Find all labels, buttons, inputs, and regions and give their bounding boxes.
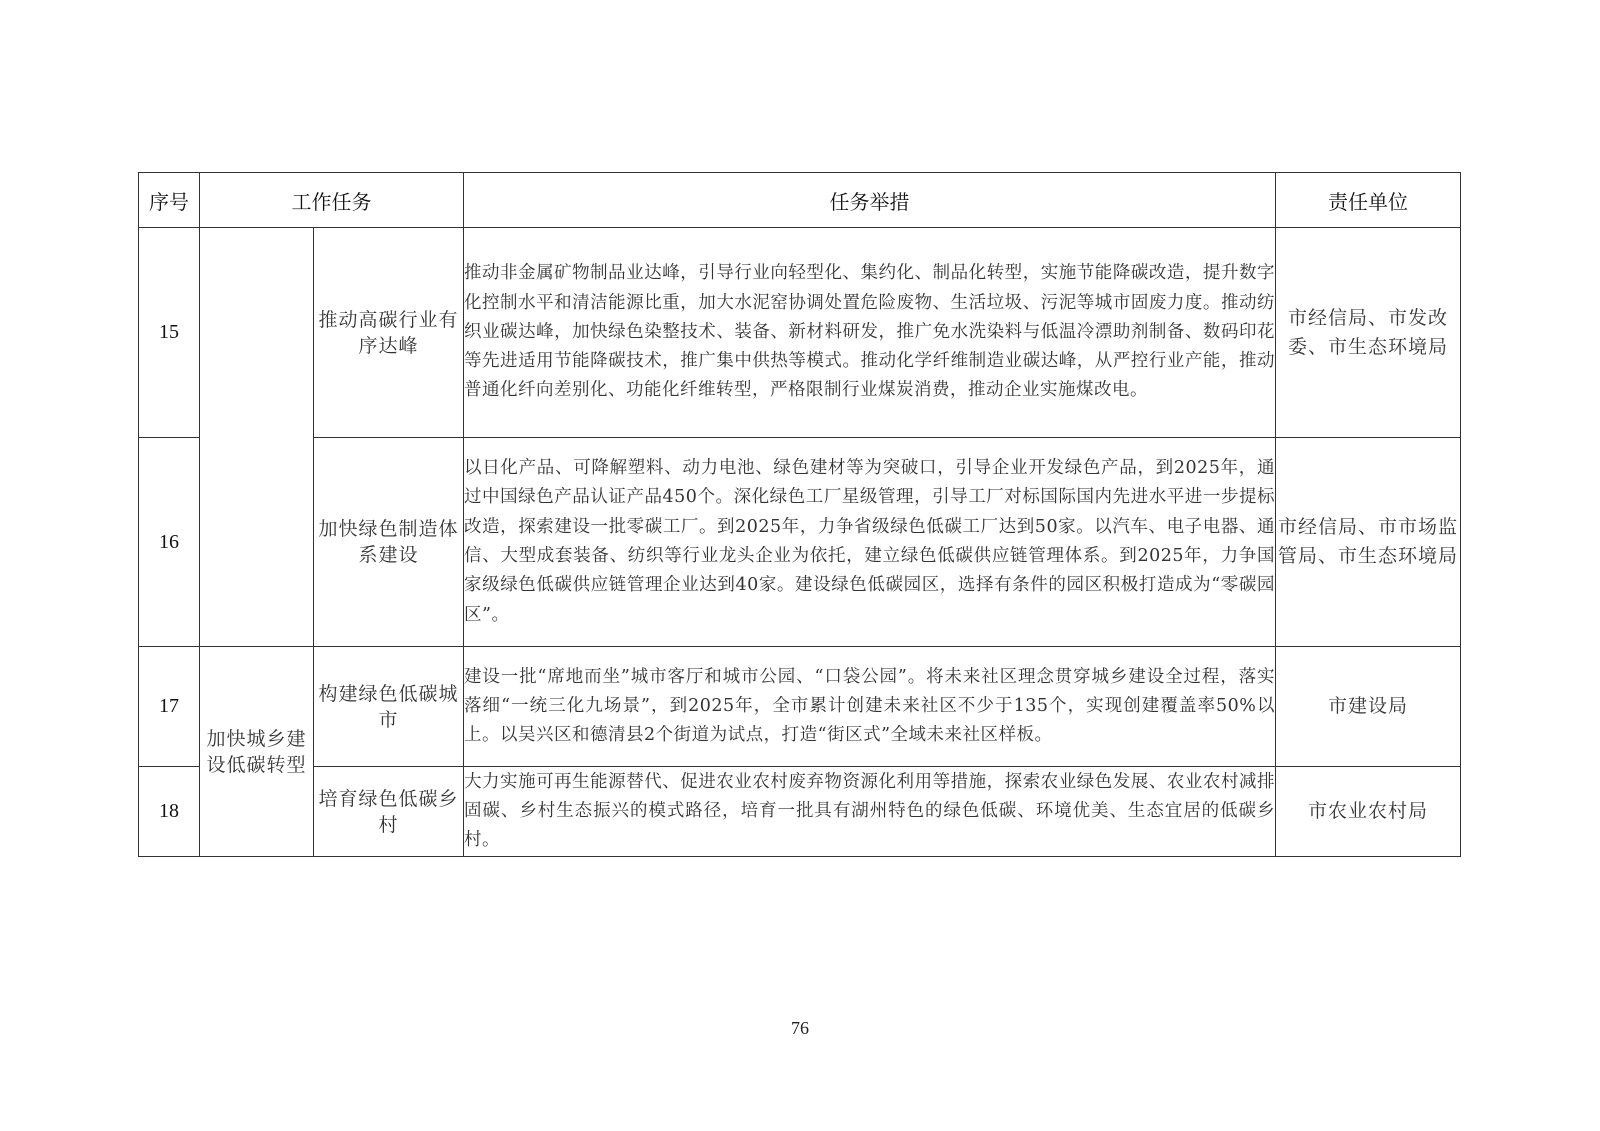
category-cell-upper xyxy=(200,228,314,647)
header-unit: 责任单位 xyxy=(1276,173,1461,228)
row-measures: 大力实施可再生能源替代、促进农业农村废弃物资源化利用等措施，探索农业绿色发展、农业农村减排固碳、乡村生态振兴的模式路径，培育一批具有湖州特色的绿色低碳、环境优美、生态宜居的低碳乡村。 xyxy=(464,767,1276,857)
table-row xyxy=(139,438,1461,647)
row-seq: 18 xyxy=(139,767,200,857)
table-row xyxy=(139,767,1461,857)
row-measures: 建设一批“席地而坐”城市客厅和城市公园、“口袋公园”。将未来社区理念贯穿城乡建设全过程，落实落细“一统三化九场景”，到2025年，全市累计创建未来社区不少于135个，实现创建覆盖率50%以上。以吴兴区和德清县2个街道为试点，打造“街区式”全域未来社区样板。 xyxy=(464,647,1276,767)
row-unit: 市农业农村局 xyxy=(1276,767,1461,857)
row-seq: 16 xyxy=(139,438,200,647)
table-header-row xyxy=(139,173,1461,228)
header-task: 工作任务 xyxy=(200,173,464,228)
row-subtask: 推动高碳行业有序达峰 xyxy=(314,228,464,438)
header-measures: 任务举措 xyxy=(464,173,1276,228)
row-measures: 推动非金属矿物制品业达峰，引导行业向轻型化、集约化、制品化转型，实施节能降碳改造，提升数字化控制水平和清洁能源比重，加大水泥窑协调处置危险废物、生活垃圾、污泥等城市固废力度。推动纺织业碳达峰，加快绿色染整技术、装备、新材料研发，推广免水洗染料与低温冷漂助剂制备、数码印花等先进适用节能降碳技术，推广集中供热等模式。推动化学纤维制造业碳达峰，从严控行业产能，推动普通化纤向差别化、功能化纤维转型，严格限制行业煤炭消费，推动企业实施煤改电。 xyxy=(464,228,1276,438)
row-subtask: 加快绿色制造体系建设 xyxy=(314,438,464,647)
category-cell-urban-rural: 加快城乡建设低碳转型 xyxy=(200,647,314,857)
table-row xyxy=(139,228,1461,438)
page-number: 76 xyxy=(791,1018,809,1038)
row-seq: 17 xyxy=(139,647,200,767)
row-measures: 以日化产品、可降解塑料、动力电池、绿色建材等为突破口，引导企业开发绿色产品，到2025年，通过中国绿色产品认证产品450个。深化绿色工厂星级管理，引导工厂对标国际国内先进水平进一步提标改造，探索建设一批零碳工厂。到2025年，力争省级绿色低碳工厂达到50家。以汽车、电子电器、通信、大型成套装备、纺织等行业龙头企业为依托，建立绿色低碳供应链管理体系。到2025年，力争国家级绿色低碳供应链管理企业达到40家。建设绿色低碳园区，选择有条件的园区积极打造成为“零碳园区”。 xyxy=(464,438,1276,647)
task-table xyxy=(138,172,1461,857)
row-subtask: 构建绿色低碳城市 xyxy=(314,647,464,767)
row-unit: 市建设局 xyxy=(1276,647,1461,767)
table-row xyxy=(139,647,1461,767)
row-unit: 市经信局、市市场监管局、市生态环境局 xyxy=(1276,438,1461,647)
row-subtask: 培育绿色低碳乡村 xyxy=(314,767,464,857)
header-seq: 序号 xyxy=(139,173,200,228)
row-unit: 市经信局、市发改委、市生态环境局 xyxy=(1276,228,1461,438)
row-seq: 15 xyxy=(139,228,200,438)
